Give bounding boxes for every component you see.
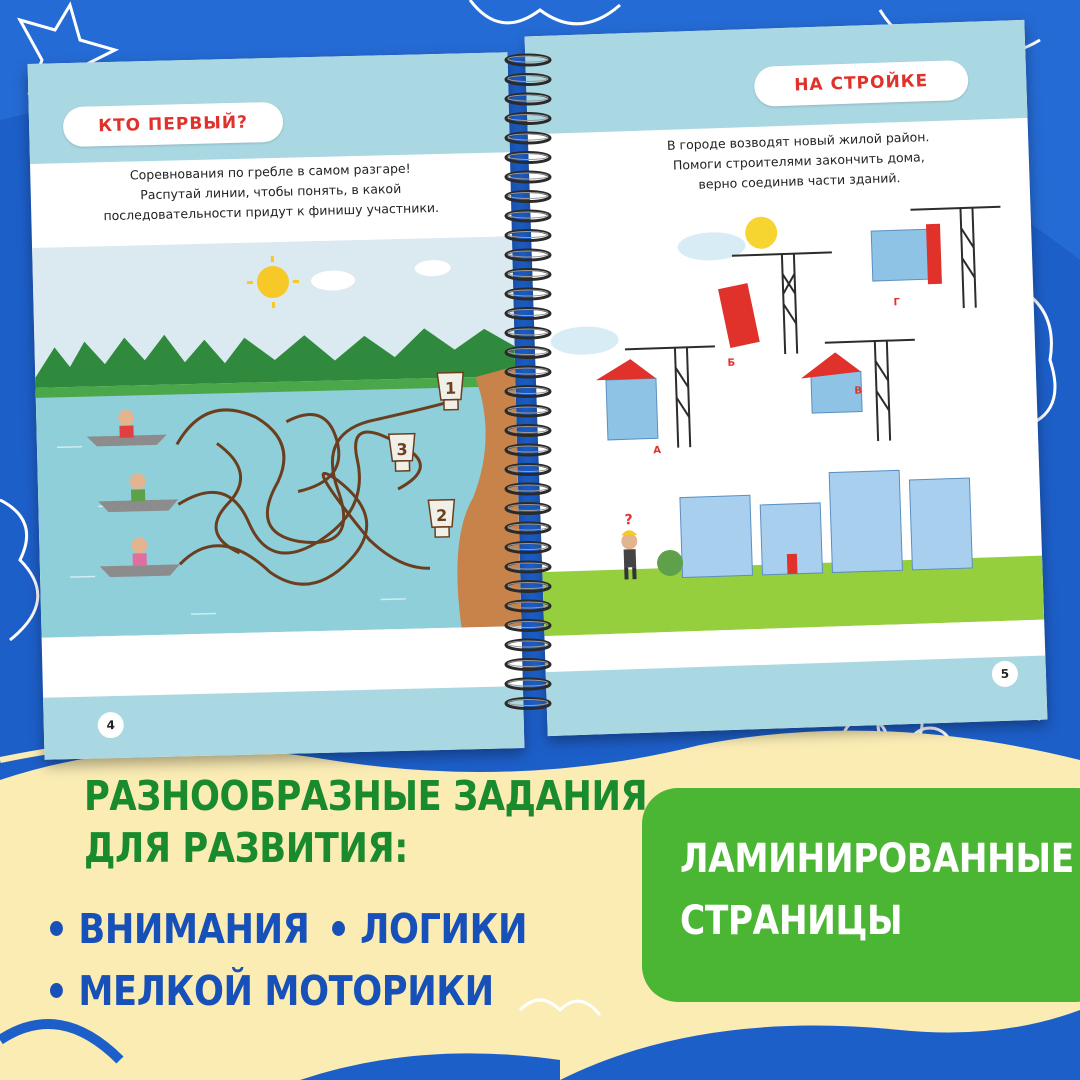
spiral-binding xyxy=(498,40,558,730)
part-letter: Б xyxy=(727,357,736,369)
left-instruction-line: Соревнования по гребле в самом разгаре! xyxy=(129,160,411,183)
part-g xyxy=(871,224,943,309)
left-instruction-line: последовательности придут к финишу участники. xyxy=(103,199,440,224)
badge-line: ЛАМИНИРОВАННЫЕ xyxy=(680,836,1074,882)
bullet-dot xyxy=(332,921,345,936)
spiral-ring xyxy=(506,504,550,514)
spiral-ring xyxy=(506,621,550,631)
spiral-ring xyxy=(506,562,550,572)
part-letter: А xyxy=(653,445,662,457)
left-page-title: КТО ПЕРВЫЙ? xyxy=(63,102,284,147)
spiral-ring xyxy=(506,484,550,494)
spiral-ring xyxy=(506,192,550,202)
spiral-ring xyxy=(506,426,550,436)
spiral-ring xyxy=(506,601,550,611)
trophy-number: 3 xyxy=(396,439,408,460)
spiral-ring xyxy=(506,172,550,182)
spiral-ring xyxy=(506,133,550,143)
spiral-ring xyxy=(506,328,550,338)
spiral-ring xyxy=(506,309,550,319)
spiral-ring xyxy=(506,367,550,377)
spiral-ring xyxy=(506,348,550,358)
promo-headline xyxy=(84,770,647,874)
bullet-motor-skills: МЕЛКОЙ МОТОРИКИ xyxy=(78,967,494,1015)
spiral-ring xyxy=(506,445,550,455)
spiral-ring xyxy=(506,679,550,689)
bullet-logic: ЛОГИКИ xyxy=(360,905,528,953)
promo-headline-line: РАЗНООБРАЗНЫЕ ЗАДАНИЯ xyxy=(84,772,648,820)
left-page-number: 4 xyxy=(97,712,124,739)
laminated-badge-text xyxy=(680,828,1074,952)
spiral-ring xyxy=(506,582,550,592)
part-letter: В xyxy=(854,385,863,397)
spiral-ring xyxy=(506,406,550,416)
part-a xyxy=(595,358,661,458)
spiral-ring xyxy=(506,699,550,709)
spiral-ring xyxy=(506,543,550,553)
right-instruction-line: Помоги строителями закончить дома, xyxy=(672,149,925,173)
spiral-ring xyxy=(506,94,550,104)
left-instructions xyxy=(30,156,511,228)
badge-line: СТРАНИЦЫ xyxy=(680,898,903,944)
spiral-ring xyxy=(506,523,550,533)
spiral-ring xyxy=(506,387,550,397)
spiral-ring xyxy=(506,153,550,163)
spiral-ring xyxy=(506,660,550,670)
part-v xyxy=(800,352,863,414)
right-page-title: НА СТРОЙКЕ xyxy=(754,60,969,107)
bullet-dot xyxy=(50,983,63,998)
bullet-attention: ВНИМАНИЯ xyxy=(78,905,310,953)
right-page xyxy=(525,20,1048,736)
right-instructions xyxy=(568,124,1030,199)
spiral-ring xyxy=(506,231,550,241)
spiral-ring xyxy=(506,465,550,475)
part-letter: Г xyxy=(893,297,901,309)
question-mark: ? xyxy=(624,512,634,529)
promo-bullets xyxy=(50,898,527,1022)
spiral-ring xyxy=(506,289,550,299)
spiral-ring xyxy=(506,640,550,650)
left-page xyxy=(28,52,525,760)
spiral-ring xyxy=(506,211,550,221)
rowing-maze-scene xyxy=(32,236,521,638)
promo-headline-line: ДЛЯ РАЗВИТИЯ: xyxy=(84,824,408,872)
construction-scene xyxy=(530,196,1044,636)
spiral-ring xyxy=(506,270,550,280)
right-instruction-line: верно соединив части зданий. xyxy=(698,170,901,192)
left-instruction-line: Распутай линии, чтобы понять, в какой xyxy=(140,180,402,203)
spiral-ring xyxy=(506,250,550,260)
spiral-ring xyxy=(506,55,550,65)
right-page-number: 5 xyxy=(992,660,1019,687)
part-b xyxy=(718,283,761,369)
spiral-ring xyxy=(506,114,550,124)
trophy-number: 2 xyxy=(435,505,448,526)
trophy-number: 1 xyxy=(444,378,457,398)
bullet-dot xyxy=(50,921,63,936)
right-instruction-line: В городе возводят новый жилой район. xyxy=(666,129,930,153)
spiral-ring xyxy=(506,75,550,85)
